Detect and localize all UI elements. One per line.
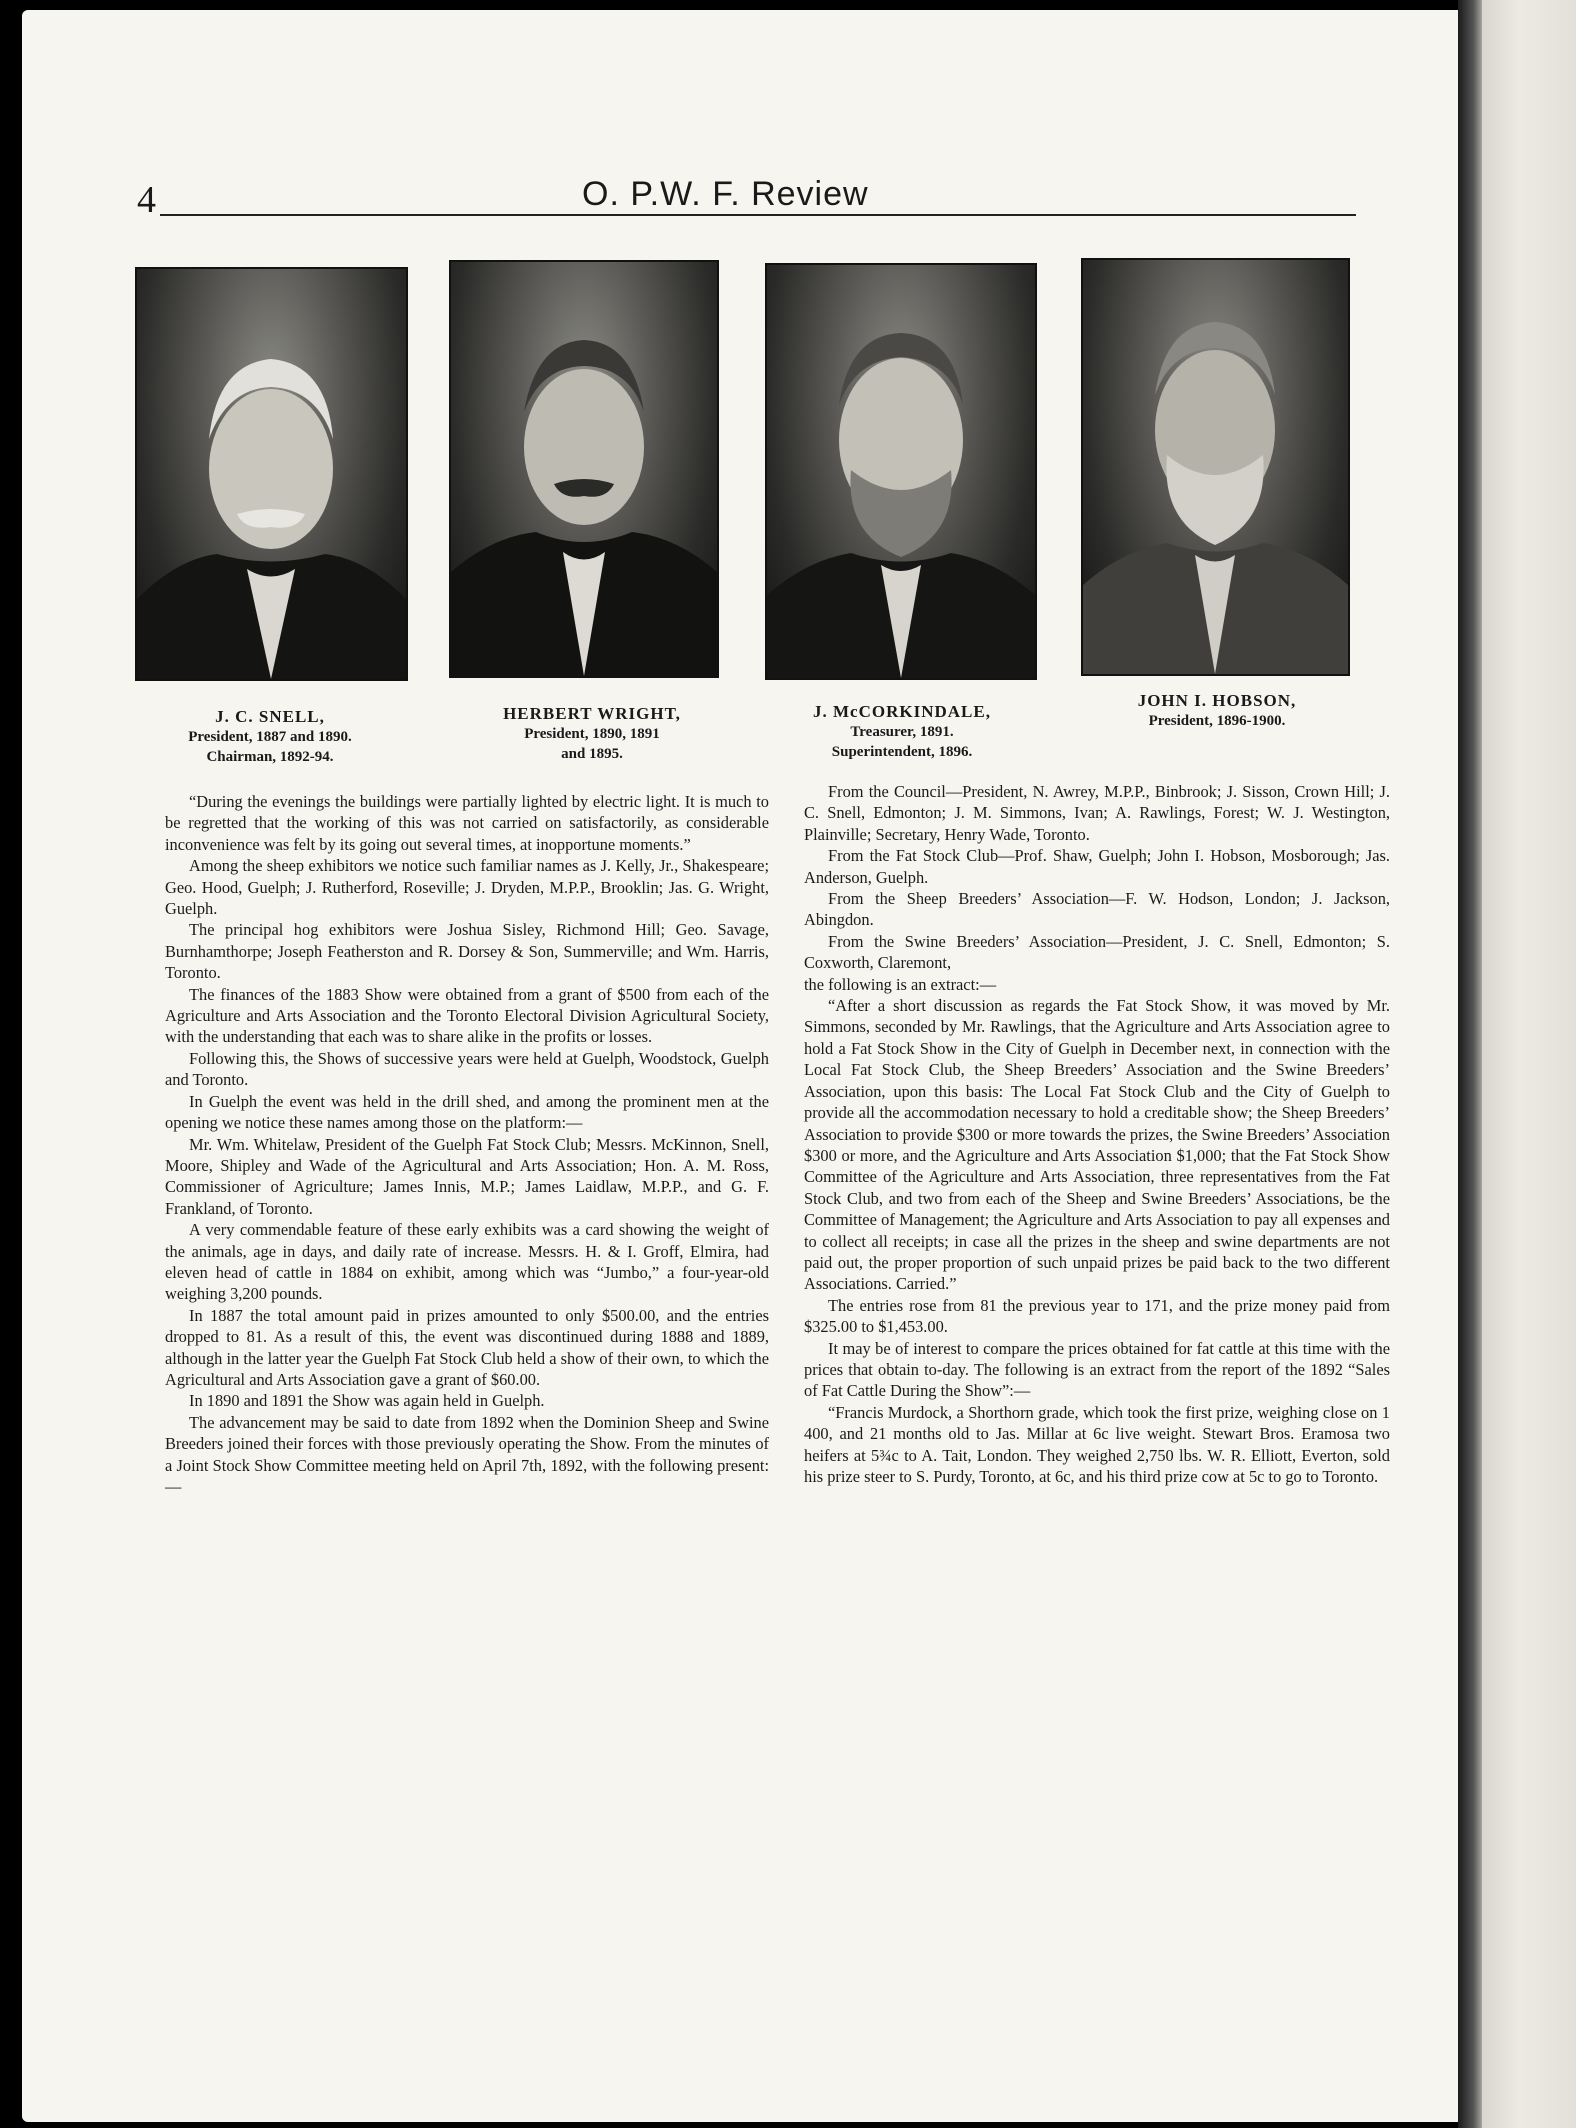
portrait-role: Treasurer, 1891. Superintendent, 1896. bbox=[831, 724, 973, 760]
paragraph: Following this, the Shows of successive years were held at Guelph, Woodstock, Guelph and Toronto. bbox=[165, 1048, 769, 1090]
portrait-name: J. McCORKINDALE, bbox=[813, 702, 991, 721]
paragraph: “After a short discussion as regards the Fat Stock Show, it was moved by Mr. Simmons, seconded by Mr. Rawlings, that the Agriculture and Arts Association agree to hold a Fat Stock Show in the City of Guelph in December next, in connection with the Local Fat Stock Club, the Sheep Breeders’ Association and the Swine Breeders’ Association, upon this basis: The Local Fat Stock Club and the City of Guelph to provide all the accommodation necessary to hold a creditable show; the Sheep Breeders’ Association to provide $300 or more towards the prizes, the Swine Breeders’ Association $300 or more, and the Agriculture and Arts Association $1,000; that the Fat Stock Show Committee of the Agriculture and Arts Association, three representatives from the Fat Stock Club, and two from each of the Sheep and Swine Breeders’ Associations, be the Committee of Management; the Agriculture and Arts Association to pay all expenses and to collect all receipts; in case all the prizes in the sheep and swine departments are not paid out, the proper proportion of such unpaid prizes be paid back to the two different Associations. Carried.” bbox=[804, 996, 1390, 1294]
paragraph: From the Swine Breeders’ Association—President, J. C. Snell, Edmonton; S. Coxworth, Claremont, bbox=[804, 931, 1390, 973]
paragraph: It may be of interest to compare the prices obtained for fat cattle at this time with the prices that obtain to-day. The following is an extract from the report of the 1892 “Sales of Fat Cattle During the Show”:— bbox=[804, 1338, 1390, 1401]
paragraph: the following is an extract:— bbox=[804, 974, 997, 994]
paragraph: In Guelph the event was held in the drill shed, and among the prominent men at the opening we notice these names among those on the platform:— bbox=[165, 1091, 769, 1133]
portrait-name: JOHN I. HOBSON, bbox=[1137, 691, 1297, 710]
header-rule bbox=[160, 214, 1356, 216]
document-page bbox=[22, 10, 1477, 2122]
paragraph: From the Council—President, N. Awrey, M.P.P., Binbrook; J. Sisson, Crown Hill; J. C. Snell, Edmonton; J. M. Simmons, Ivan; A. Rawlings, Forest; W. J. Westington, Plainville; Secretary, Henry Wade, Toronto. bbox=[804, 782, 1390, 844]
portrait-caption-hobson bbox=[1112, 691, 1322, 731]
right-text-column bbox=[804, 781, 1390, 1487]
portrait-role: President, 1890, 1891 and 1895. bbox=[524, 726, 660, 762]
paragraph: The principal hog exhibitors were Joshua Sisley, Richmond Hill; Geo. Savage, Burnhamthorpe; Joseph Featherston and R. Dorsey & Son, Summerville; and Wm. Harris, Toronto. bbox=[165, 920, 769, 983]
portrait-name: J. C. SNELL, bbox=[215, 707, 325, 726]
adjacent-page-edge bbox=[1482, 0, 1576, 2128]
portrait-name: HERBERT WRIGHT, bbox=[503, 704, 681, 723]
portrait-caption-mccorkindale bbox=[797, 702, 1007, 762]
paragraph: In 1890 and 1891 the Show was again held in Guelph. bbox=[189, 1391, 545, 1411]
portrait-role: President, 1896-1900. bbox=[1148, 713, 1286, 729]
portrait-photo-wright bbox=[449, 260, 719, 678]
page-number: 4 bbox=[137, 179, 156, 221]
paragraph: Mr. Wm. Whitelaw, President of the Guelph Fat Stock Club; Messrs. McKinnon, Snell, Moore, Shipley and Wade of the Agricultural and Arts Association; Hon. A. M. Ross, Commissioner of Agriculture; James Innis, M.P.; James Laidlaw, M.P.P., and G. F. Frankland, of Toronto. bbox=[165, 1134, 769, 1218]
page-title: O. P.W. F. Review bbox=[582, 175, 869, 213]
paragraph: The entries rose from 81 the previous year to 171, and the prize money paid from $325.00 to $1,453.00. bbox=[804, 1295, 1390, 1337]
left-text-column bbox=[165, 791, 769, 1497]
paragraph: Among the sheep exhibitors we notice such familiar names as J. Kelly, Jr., Shakespeare; Geo. Hood, Guelph; J. Rutherford, Roseville; J. Dryden, M.P.P., Brooklin; Jas. G. Wright, Guelph. bbox=[165, 856, 769, 919]
paragraph: “During the evenings the buildings were partially lighted by electric light. It is much to be regretted that the working of this was not carried on satisfactorily, as considerable inconvenience was felt by its going out several times, at inopportune moments.” bbox=[165, 792, 769, 854]
paragraph: In 1887 the total amount paid in prizes amounted to only $500.00, and the entries dropped to 81. As a result of this, the event was discontinued during 1888 and 1889, although in the latter year the Guelph Fat Stock Club held a show of their own, to which the Agricultural and Arts Association gave a grant of $60.00. bbox=[165, 1305, 769, 1389]
paragraph: A very commendable feature of these early exhibits was a card showing the weight of the animals, age in days, and daily rate of increase. Messrs. H. & I. Groff, Elmira, had eleven head of cattle in 1884 on exhibit, among which was “Jumbo,” a four-year-old weighing 3,200 pounds. bbox=[165, 1220, 769, 1304]
portrait-photo-hobson bbox=[1081, 258, 1350, 676]
portrait-photo-mccorkindale bbox=[765, 263, 1037, 680]
paragraph: From the Fat Stock Club—Prof. Shaw, Guelph; John I. Hobson, Mosborough; Jas. Anderson, Guelph. bbox=[804, 846, 1390, 887]
portrait-photo-snell bbox=[135, 267, 408, 681]
paragraph: The advancement may be said to date from 1892 when the Dominion Sheep and Swine Breeders joined their forces with those previously operating the Show. From the minutes of a Joint Stock Show Committee meeting held on April 7th, 1892, with the following present:— bbox=[165, 1412, 769, 1496]
portrait-role: President, 1887 and 1890. Chairman, 1892-94. bbox=[188, 729, 352, 765]
portrait-caption-snell bbox=[155, 707, 385, 767]
page-fold-shadow bbox=[1458, 0, 1484, 2128]
paragraph: From the Sheep Breeders’ Association—F. W. Hodson, London; J. Jackson, Abingdon. bbox=[804, 889, 1390, 930]
paragraph: “Francis Murdock, a Shorthorn grade, which took the first prize, weighing close on 1 400, and 21 months old to Jas. Millar at 6c live weight. Stewart Bros. Eramosa two heifers at 5¾c to A. Tait, London. They weighed 2,750 lbs. W. R. Elliott, Everton, sold his prize steer to S. Purdy, Toronto, at 6c, and his third prize cow at 5c to go to Toronto. bbox=[804, 1402, 1390, 1486]
portrait-caption-wright bbox=[477, 704, 707, 764]
paragraph: The finances of the 1883 Show were obtained from a grant of $500 from each of the Agriculture and Arts Association and the Toronto Electoral Division Agricultural Society, with the understanding that each was to share alike in the profits or losses. bbox=[165, 984, 769, 1047]
